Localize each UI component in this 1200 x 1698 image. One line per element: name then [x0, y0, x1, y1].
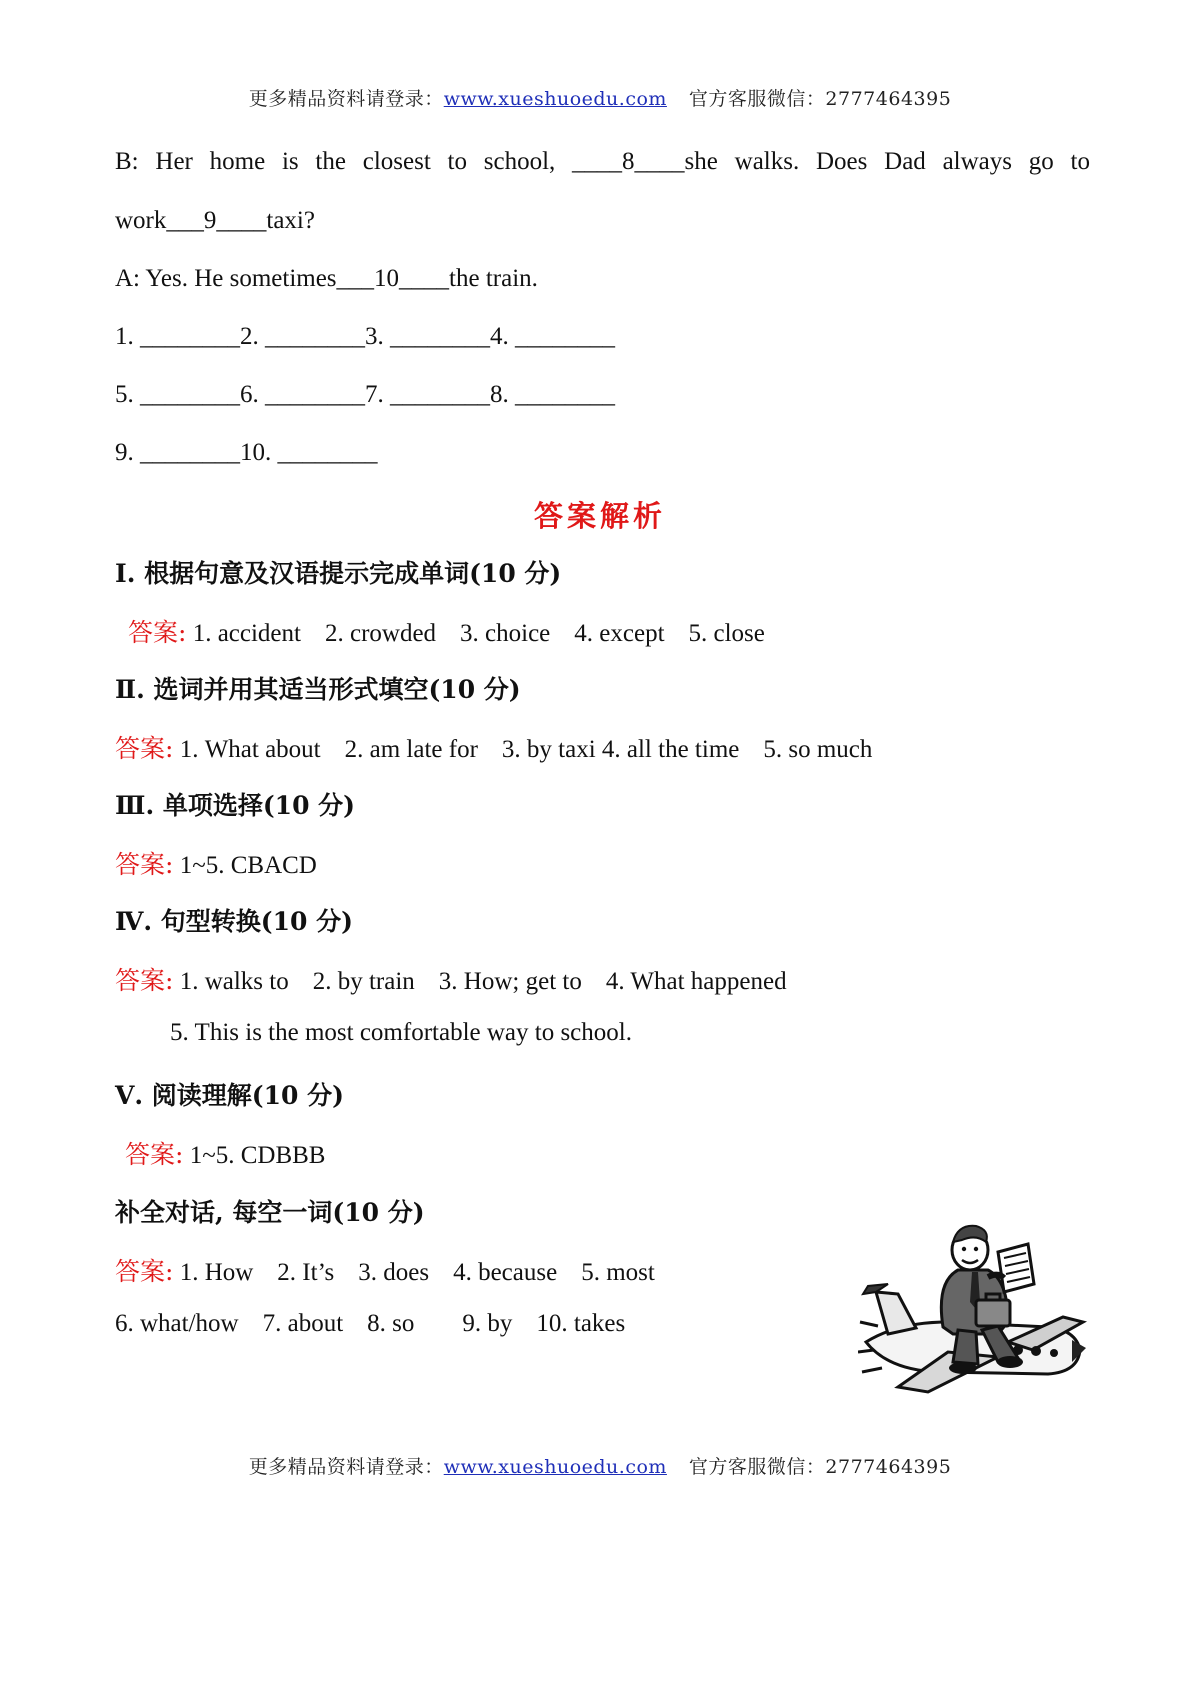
section-answers-4 [115, 961, 787, 997]
answer-label: 答案: [115, 734, 174, 763]
section-answers-6-extra [115, 1310, 625, 1338]
answer-item: 1. accident [192, 620, 301, 647]
answer-item: 5. most [581, 1259, 655, 1286]
page-header-bottom [0, 1452, 1200, 1479]
answer-item: 2. by train [312, 968, 415, 995]
answer-item: 2. am late for [344, 736, 478, 763]
answer-item: 2. crowded [324, 620, 437, 647]
answer-item: 5. close [688, 620, 765, 647]
blank-10: ___10____ [336, 265, 450, 292]
answer-item: 1. How [179, 1259, 254, 1286]
section-heading-6: 补全对话, 每空一词(10 分) [115, 1198, 425, 1227]
answer-item: 3. How; get to [438, 968, 582, 995]
blank-9: ___9____ [166, 207, 267, 234]
answer-item: 1~5. CBACD [179, 852, 317, 879]
dialogue-text: taxi? [266, 207, 315, 234]
blank-8: ____8____ [572, 148, 685, 175]
header-link[interactable]: www.xueshuoedu.com [443, 88, 667, 110]
section-answers-1 [128, 613, 765, 649]
answer-item: 9. by [462, 1310, 513, 1337]
answer-label: 答案: [115, 1257, 174, 1286]
section-answers-2 [115, 729, 872, 765]
dialogue-line-1 [115, 148, 1090, 176]
answer-label: 答案: [125, 1140, 184, 1169]
answer-label: 答案: [115, 850, 174, 879]
dialogue-text: she walks. Does Dad always go to [684, 148, 1090, 175]
section-heading-4: Ⅳ. 句型转换(10 分) [115, 907, 353, 936]
answer-item: 7. about [262, 1310, 344, 1337]
answer-item: 1. walks to [179, 968, 289, 995]
dialogue-text: the train. [449, 265, 538, 292]
header-wechat: 官方客服微信：2777464395 [688, 88, 952, 110]
answer-item: 3. does [358, 1259, 430, 1286]
answer-item: 3. choice [460, 620, 551, 647]
header-prefix: 更多精品资料请登录： [248, 88, 444, 110]
dialogue-line-2 [115, 207, 315, 235]
answer-item: 1~5. CDBBB [189, 1142, 326, 1169]
answer-label: 答案: [115, 966, 174, 995]
section-heading-1: Ⅰ. 根据句意及汉语提示完成单词(10 分) [115, 559, 562, 588]
answer-item: 4. because [453, 1259, 558, 1286]
answer-item: 8. so [367, 1310, 415, 1337]
section-answers-5 [125, 1135, 325, 1171]
section-answers-4-extra: 5. This is the most comfortable way to school. [170, 1019, 632, 1046]
section-heading-3: Ⅲ. 单项选择(10 分) [115, 791, 356, 820]
answer-item: 3. by taxi 4. all the time [501, 736, 740, 763]
section-heading-2: Ⅱ. 选词并用其适当形式填空(10 分) [115, 675, 521, 704]
answer-blanks-row-3: 9. ________10. ________ [115, 439, 378, 466]
answer-blanks-row-1: 1. ________2. ________3. ________4. ________ [115, 323, 615, 350]
answer-blanks-row-2: 5. ________6. ________7. ________8. ________ [115, 381, 615, 408]
section-answers-3 [115, 845, 317, 881]
dialogue-text: A: Yes. He sometimes [115, 265, 337, 292]
dialogue-line-3 [115, 265, 538, 293]
answer-item: 2. It’s [277, 1259, 335, 1286]
answer-item: 6. what/how [115, 1310, 239, 1337]
answer-item: 4. What happened [605, 968, 787, 995]
header-wechat: 官方客服微信：2777464395 [688, 1456, 952, 1478]
section-heading-5: Ⅴ. 阅读理解(10 分) [115, 1081, 344, 1110]
page-header-top [0, 84, 1200, 111]
dialogue-text: B: Her home is the closest to school, [115, 148, 573, 175]
answer-label: 答案: [128, 618, 187, 647]
dialogue-text: work [115, 207, 167, 234]
section-answers-6 [115, 1252, 655, 1288]
answer-item: 5. so much [763, 736, 873, 763]
answer-item: 10. takes [536, 1310, 626, 1337]
header-link[interactable]: www.xueshuoedu.com [443, 1456, 667, 1478]
header-prefix: 更多精品资料请登录： [248, 1456, 444, 1478]
man-on-airplane-illustration [858, 1222, 1088, 1397]
answer-item: 4. except [574, 620, 665, 647]
answer-title: 答案解析 [533, 499, 666, 533]
answer-item: 1. What about [179, 736, 321, 763]
